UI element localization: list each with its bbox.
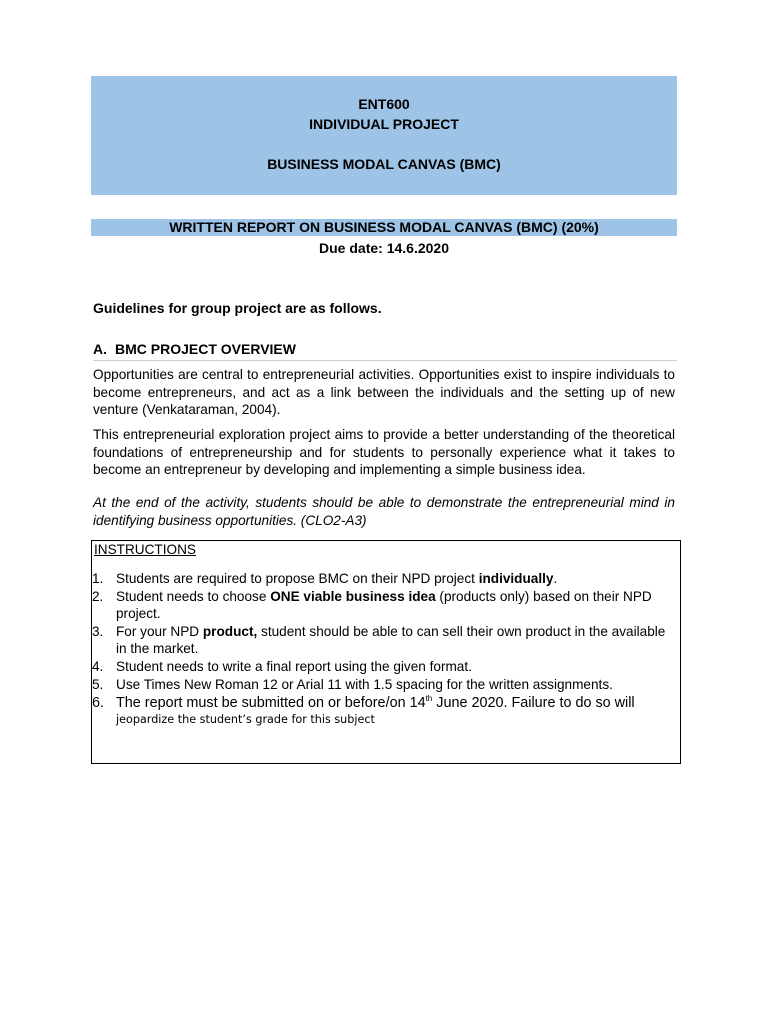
instruction-item [92, 658, 676, 676]
instruction-item [92, 623, 676, 658]
instruction-text: Student needs to choose [116, 588, 271, 604]
learning-outcome-paragraph: At the end of the activity, students should be able to demonstrate the entrepreneurial mind in identifying business opportunities. (CLO2-A3) [93, 495, 675, 528]
instruction-text: (products only) based on their NPD project. [116, 588, 652, 622]
instruction-number: 3. [92, 623, 104, 639]
overview-paragraph-1: Opportunities are central to entrepreneurial activities. Opportunities exist to inspire individuals to become entrepreneurs, and act as a link between the individuals and the setting up of new venture (Venkataraman, 2004). [93, 367, 675, 418]
due-date: Due date: 14.6.2020 [319, 240, 449, 256]
instruction-text: For your NPD [116, 623, 203, 639]
ordinal-suffix: th [425, 694, 433, 704]
instructions-title: INSTRUCTIONS [94, 542, 196, 557]
instruction-item [92, 676, 676, 694]
instruction-text: The report must be submitted on or before/on 14 [116, 695, 426, 712]
section-letter: A. [93, 341, 107, 357]
header-box [91, 76, 677, 195]
instruction-continuation: jeopardize the student’s grade for this subject [116, 713, 375, 727]
instruction-text: . [553, 571, 558, 586]
instruction-emphasis: product, [202, 623, 258, 639]
instruction-number: 4. [92, 658, 104, 674]
instructions-box [91, 540, 681, 764]
overview-paragraph-2: This entrepreneurial exploration project aims to provide a better understanding of the theoretical foundations of entrepreneurship and for students to personally experience what it takes to become an entrepreneur by developing and implementing a simple business idea. [93, 427, 675, 478]
project-type: INDIVIDUAL PROJECT [309, 116, 459, 132]
instruction-number: 6. [92, 695, 105, 712]
course-code: ENT600 [358, 96, 410, 112]
instruction-text: Students are required to propose BMC on their NPD project [116, 571, 479, 586]
report-title: WRITTEN REPORT ON BUSINESS MODAL CANVAS (BMC) (20%) [91, 219, 677, 236]
section-heading [93, 339, 677, 361]
instruction-emphasis: ONE viable business idea [270, 588, 436, 604]
instruction-emphasis: individually [478, 571, 554, 586]
project-title: BUSINESS MODAL CANVAS (BMC) [267, 156, 501, 172]
instruction-text: student should be able to can sell their own product in the available in the market. [116, 623, 666, 657]
section-title: BMC PROJECT OVERVIEW [115, 341, 296, 357]
instruction-item [92, 588, 676, 623]
instruction-item [92, 694, 676, 728]
instruction-text: Student needs to write a final report using the given format. [116, 658, 472, 674]
instruction-number: 1. [92, 571, 104, 586]
instruction-item [92, 570, 676, 588]
instructions-list [92, 570, 676, 728]
instruction-text: Use Times New Roman 12 or Arial 11 with 1.5 spacing for the written assignments. [116, 676, 613, 692]
instruction-number: 2. [92, 588, 104, 604]
guidelines-heading: Guidelines for group project are as follows. [93, 300, 382, 316]
instruction-number: 5. [92, 676, 104, 692]
instruction-text: June 2020. Failure to do so will [432, 695, 635, 712]
